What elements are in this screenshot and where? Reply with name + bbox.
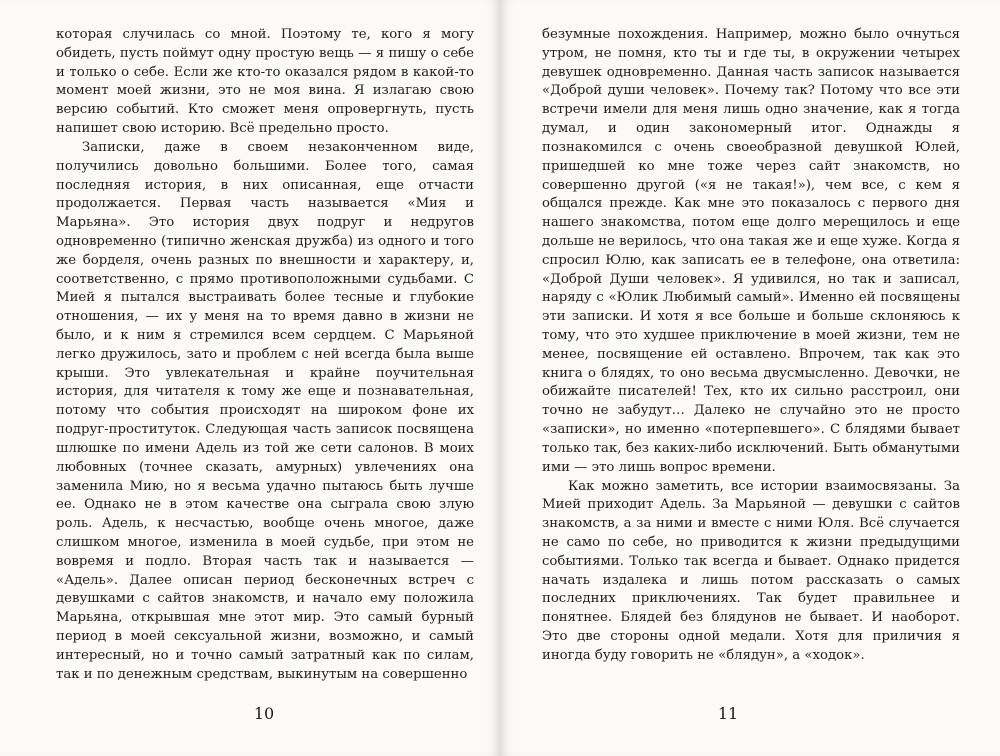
page-number: 11 xyxy=(717,704,739,723)
page-number: 10 xyxy=(253,704,275,723)
paragraph: безумные похождения. Например, можно было очнуться утром, не помня, кто ты и где ты, в окружении четырех девушек одновременно. Данная часть записок называется «Доброй души человек». Почему так? Потому что все эти встречи имели для меня лишь одно значение, как я тогда думал, и один закономерный итог. Однажды я познакомился с очень своеобразной девушкой Юлей, пришедшей ко мне тоже через сайт знакомств, но совершенно другой («я не такая!»), чем все, с кем я общался прежде. Как мне это показалось с первого дня нашего знакомства, потом еще долго мерещилось и еще дольше не верилось, что она такая же и еще хуже. Когда я спросил Юлю, как записать ее в телефоне, она ответила: «Доброй Души человек». Я удивился, но так и записал, наряду с «Юлик Любимый самый». Именно ей посвящены эти записки. И хотя я все больше и больше склоняюсь к тому, что это худшее приключение в моей жизни, тем не менее, посвящение ей оставлено. Впрочем, так как это книга о блядях, то оно весьма двусмысленно. Девочки, не обижайте писателей! Тех, кто их сильно расстроил, они точно не забудут… Далеко не случайно это не просто «записки», но именно «потерпевшего». С блядями бывает только так, без каких-либо исключений. Быть обманутыми ими — это лишь вопрос времени. xyxy=(542,27,960,475)
paragraph: которая случилась со мной. Поэтому те, кого я могу обидеть, пусть поймут одну простую вещь — я пишу о себе и только о себе. Если же кто-то оказался рядом в какой-то момент моей жизни, это не моя вина. Я излагаю свою версию событий. Кто сможет меня опровергнуть, пусть напишет свою историю. Всё предельно просто. xyxy=(56,27,474,137)
left-page-text xyxy=(56,26,474,684)
paragraph: Записки, даже в своем незаконченном виде, получились довольно большими. Более того, самая последняя история, в них описанная, еще отчасти продолжается. Первая часть называется «Мия и Марьяна». Это история двух подруг и недругов одновременно (типично женская дружба) из одного и того же борделя, очень разных по внешности и характеру, и, соответственно, с прямо противоположными судьбами. С Мией я пытался выстраивать более тесные и глубокие отношения, — их у меня на то время давно в жизни не было, и к ним я стремился всем сердцем. С Марьяной легко дружилось, зато и проблем с ней всегда была выше крыши. Это увлекательная и крайне поучительная история, для читателя к тому же еще и познавательная, потому что события происходят на широком фоне их подруг-проституток. Следующая часть записок посвящена шлюшке по имени Адель из той же сети салонов. В моих любовных (точнее сказать, амурных) увлечениях она заменила Мию, но я весьма удачно пытаюсь быть лучше ее. Однако не в этом качестве она сыграла свою злую роль. Адель, к несчастью, вообще очень многое, даже слишком многое, изменила в моей судьбе, при этом не вовремя и подло. Вторая часть так и называется — «Адель». Далее описан период бесконечных встреч с девушками с сайтов знакомств, и начало ему положила Марьяна, открывшая мне этот мир. Это самый бурный период в моей сексуальной жизни, возможно, и самый интересный, но и точно самый затратный как по силам, так и по денежным средствам, выкинутым на совершенно xyxy=(56,139,474,682)
right-page xyxy=(500,0,1000,756)
right-page-text xyxy=(542,26,960,666)
paragraph: Как можно заметить, все истории взаимосвязаны. За Мией приходит Адель. За Марьяной — девушки с сайтов знакомств, а за ними и вместе с ними Юля. Всё случается не само по себе, но приводится к жизни предыдущими событиями. Только так всегда и бывает. Однако придется начать издалека и лишь потом рассказать о самых последних приключениях. Так будет правильнее и понятнее. Блядей без блядунов не бывает. И наоборот. Это две стороны одной медали. Хотя для приличия я иногда буду говорить не «блядун», а «ходок». xyxy=(542,478,960,663)
